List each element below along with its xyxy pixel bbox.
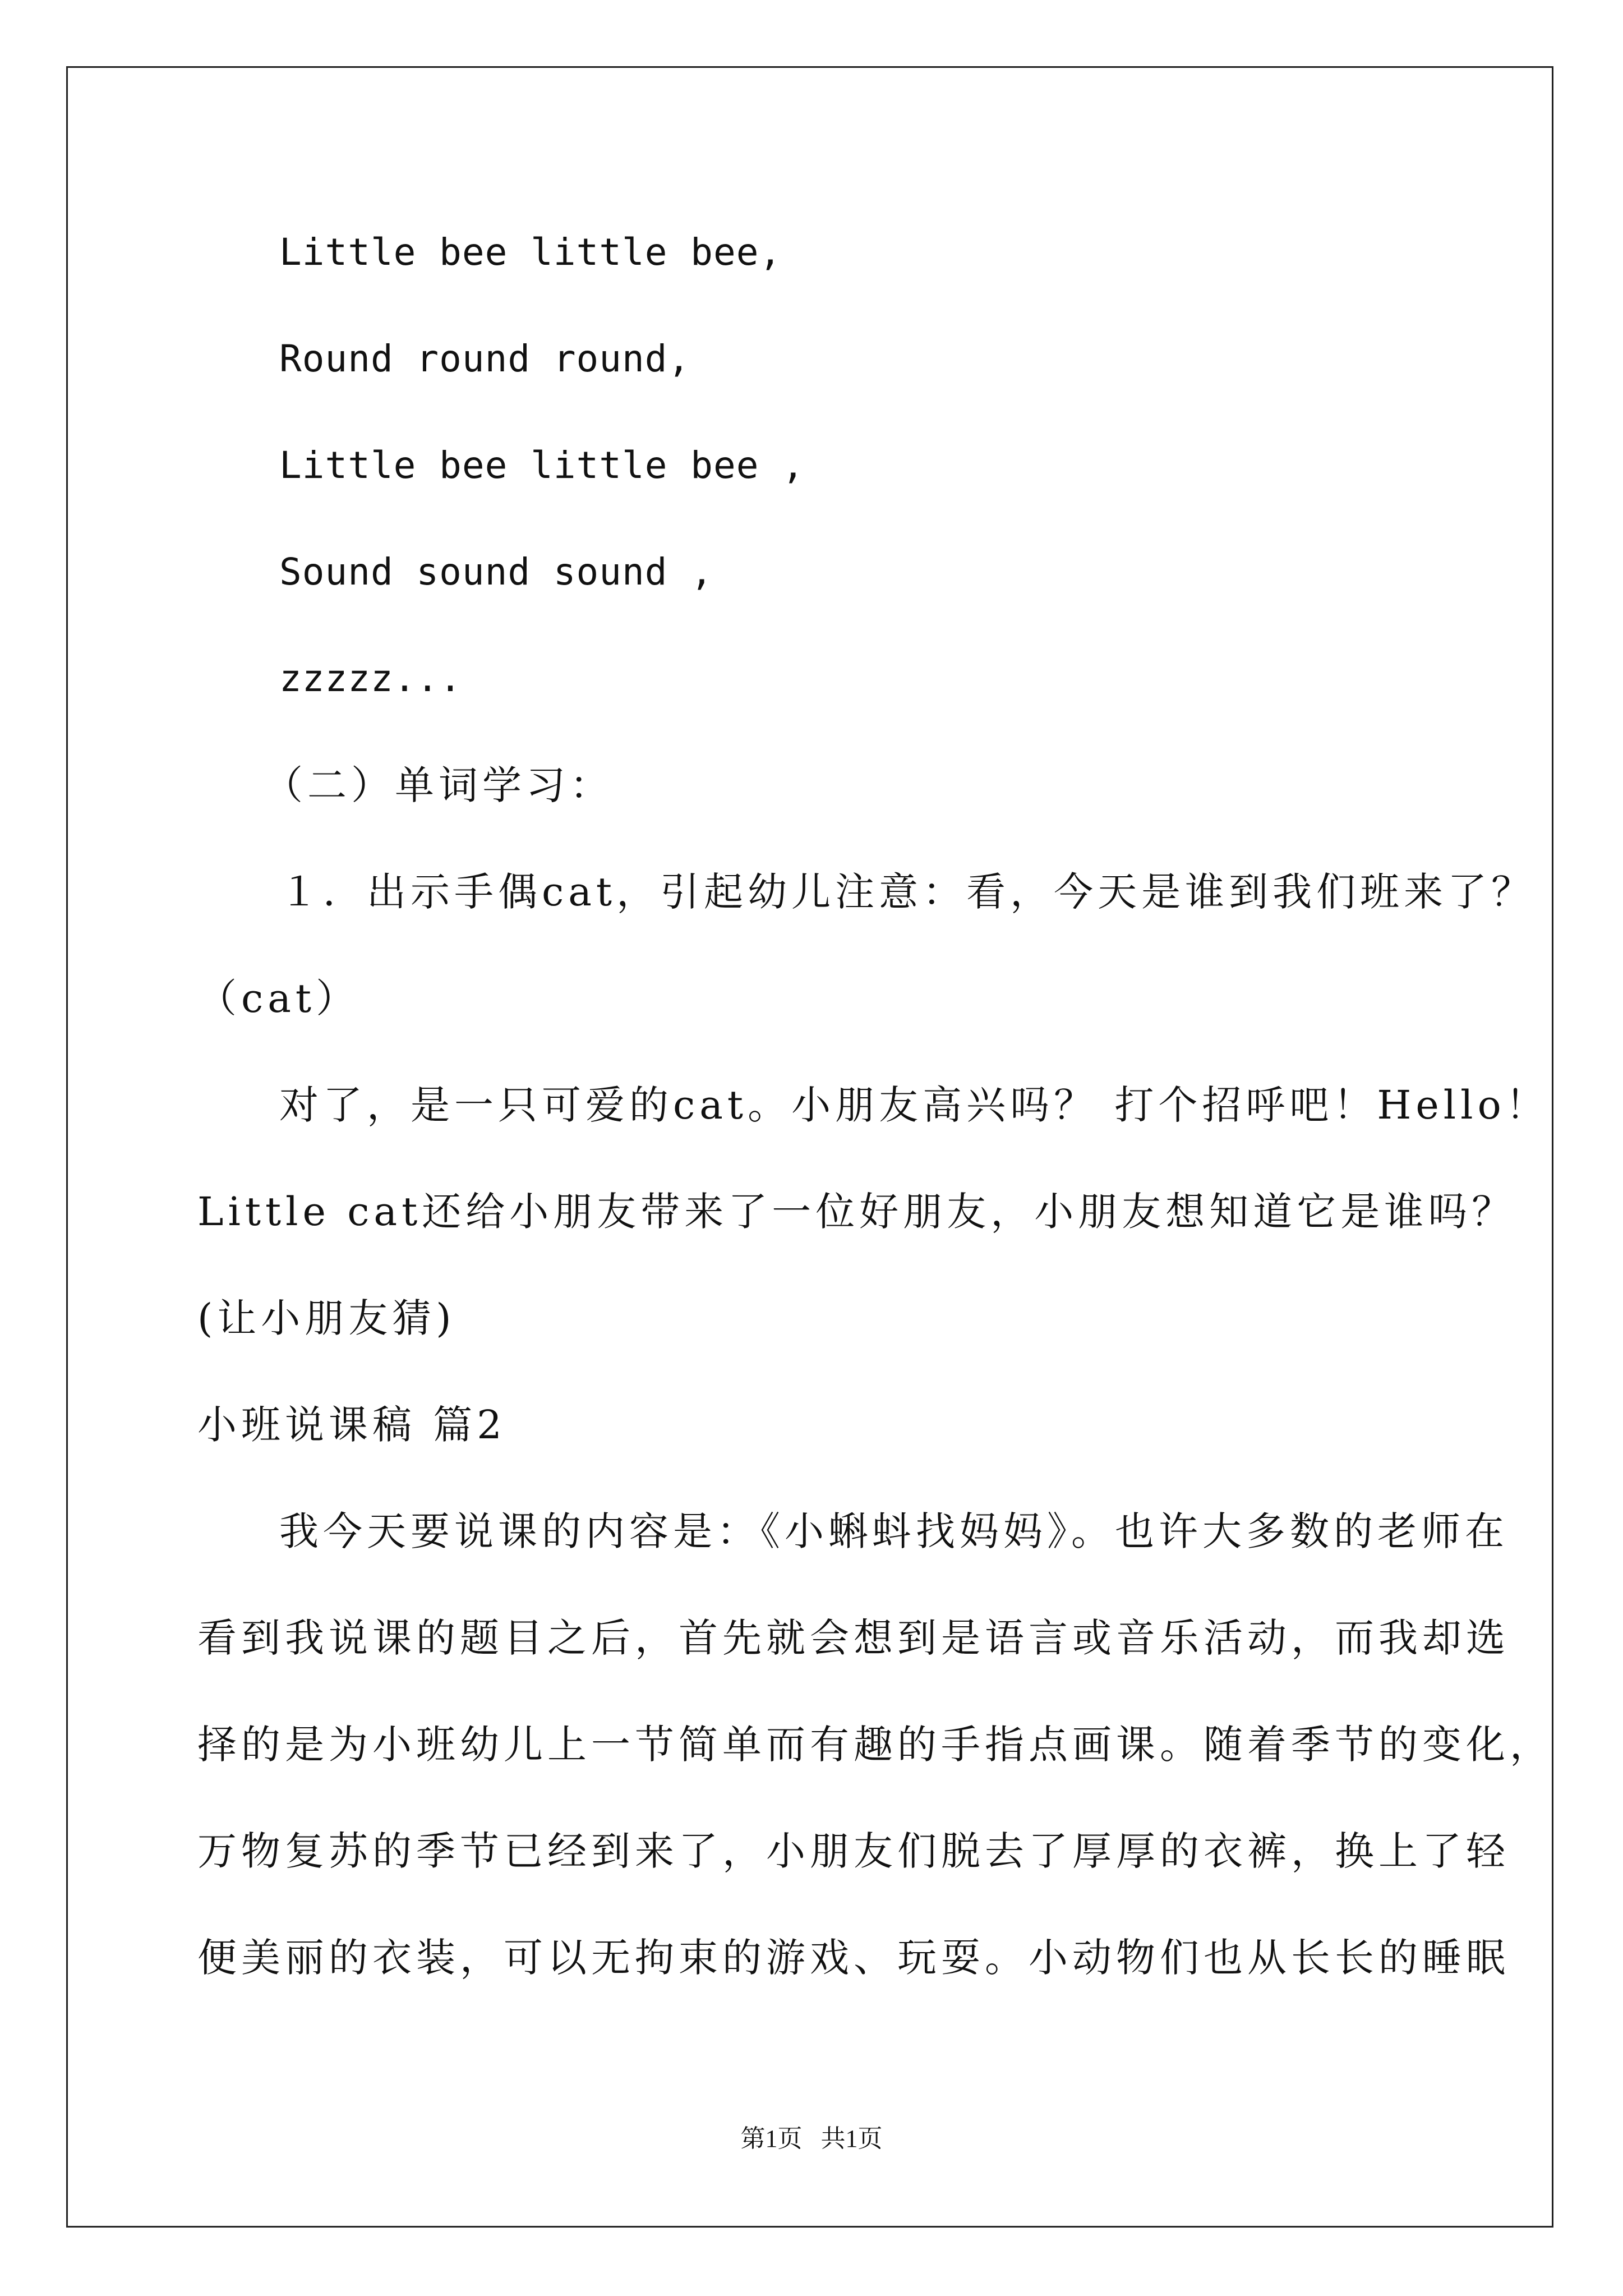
paragraph-line: 对了，是一只可爱的cat。小朋友高兴吗？ 打个招呼吧！Hello！ [279, 1082, 1550, 1128]
paragraph-line: 看到我说课的题目之后，首先就会想到是语言或音乐活动，而我却选 [197, 1615, 1510, 1661]
paragraph-line: １．出示手偶cat，引起幼儿注意：看，今天是谁到我们班来了？ [279, 869, 1536, 915]
paragraph-line: Little cat还给小朋友带来了一位好朋友，小朋友想知道它是谁吗？ [197, 1189, 1516, 1235]
section-title: 小班说课稿 篇2 [197, 1402, 506, 1448]
song-line-3: Little bee little bee , [279, 444, 805, 487]
paragraph-line: 便美丽的衣装，可以无拘束的游戏、玩耍。小动物们也从长长的睡眠 [197, 1935, 1510, 1981]
paragraph-line: 万物复苏的季节已经到来了，小朋友们脱去了厚厚的衣裤，换上了轻 [197, 1828, 1510, 1874]
song-line-4: Sound sound sound , [279, 550, 713, 593]
paragraph-line: 择的是为小班幼儿上一节简单而有趣的手指点画课。随着季节的变化， [197, 1722, 1553, 1768]
paragraph-line: 我今天要说课的内容是：《小蝌蚪找妈妈》。也许大多数的老师在 [279, 1508, 1509, 1554]
song-line-1: Little bee little bee, [279, 231, 782, 274]
page-footer: 第1页 共1页 [740, 2125, 883, 2152]
song-line-5: zzzzz... [279, 657, 462, 700]
section-heading: （二）单词学习： [264, 762, 614, 808]
paragraph-line: （cat） [197, 976, 360, 1022]
song-line-2: Round round round, [279, 337, 691, 380]
page-border [66, 66, 1553, 2228]
paragraph-line: (让小朋友猜) [197, 1295, 456, 1341]
